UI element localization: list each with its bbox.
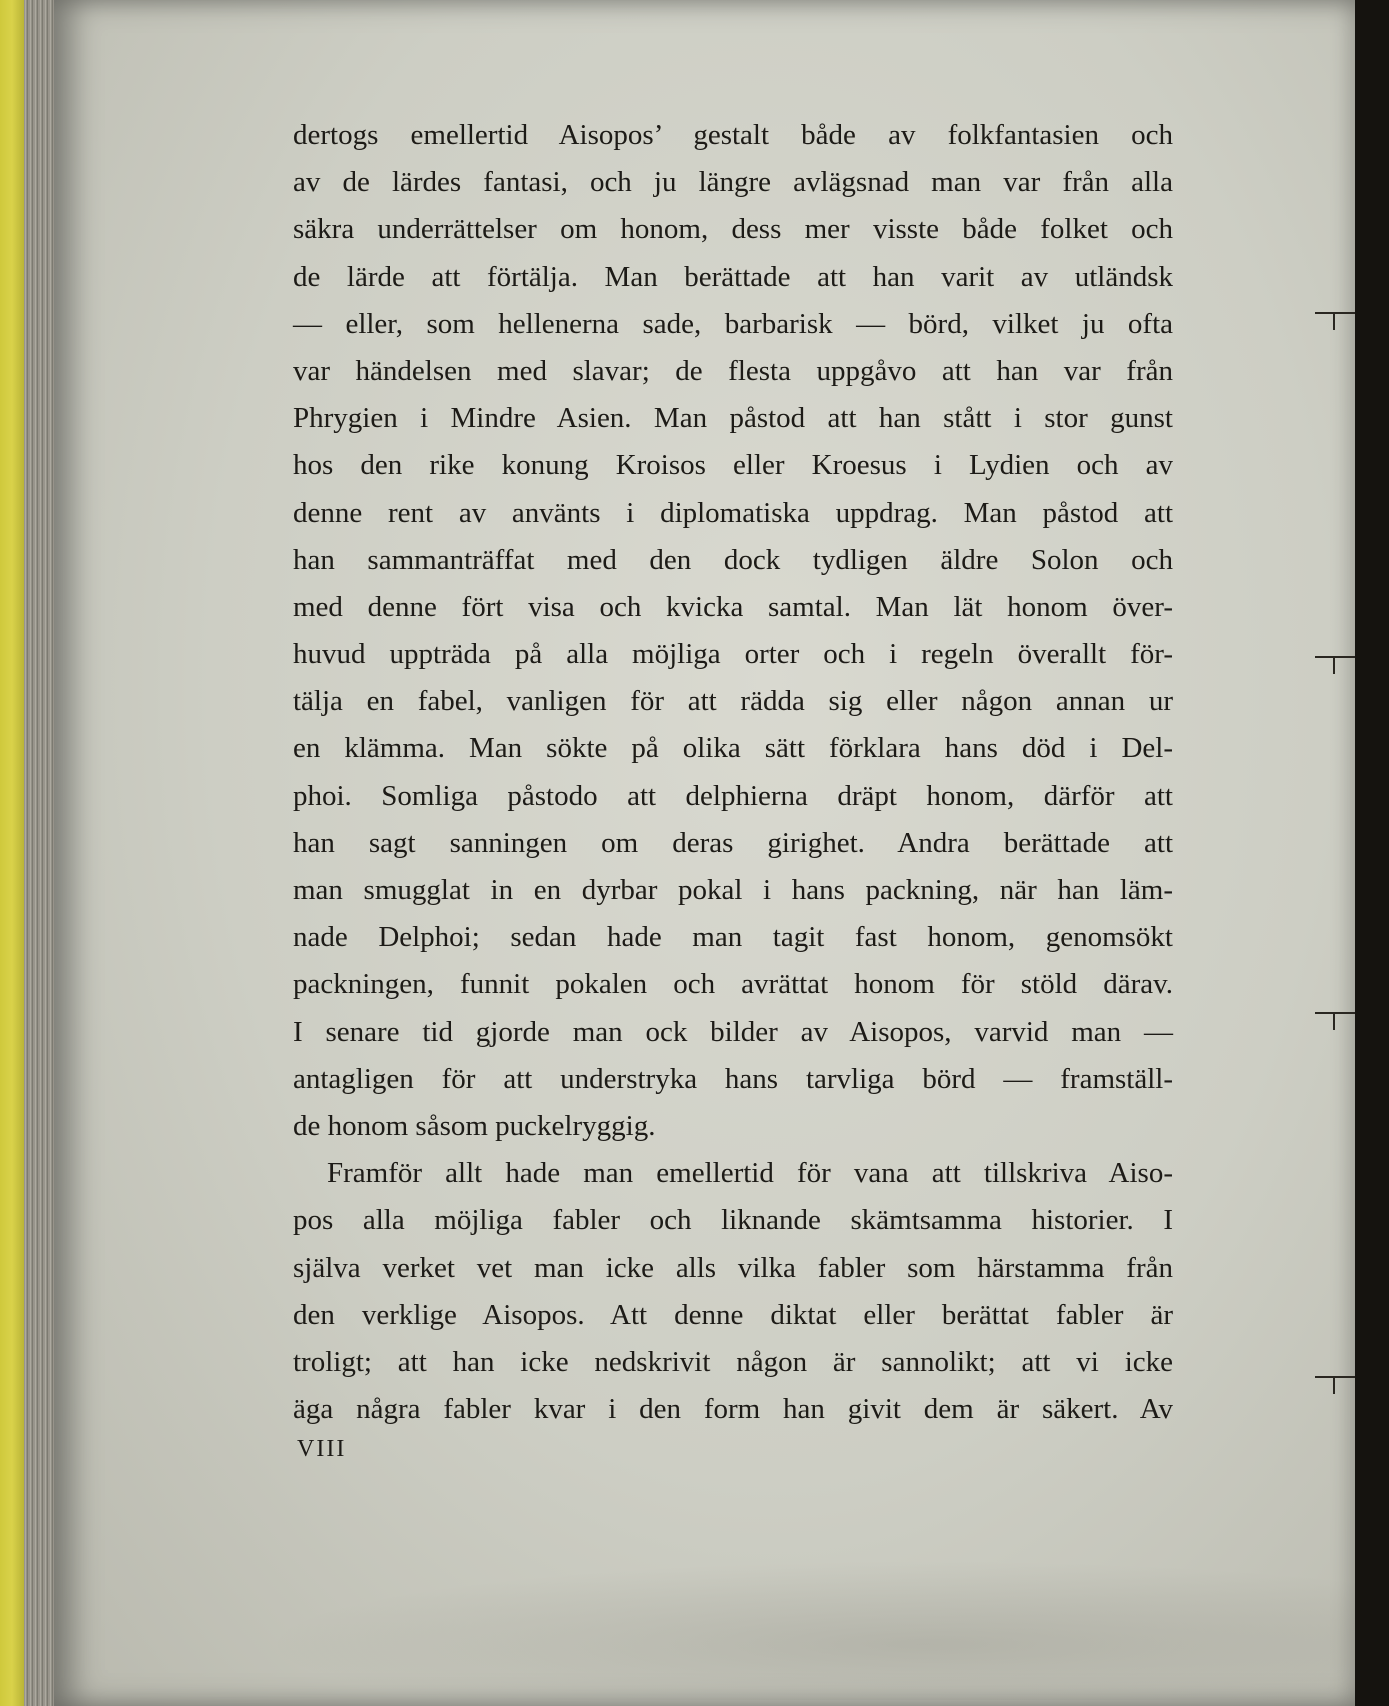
text-line: tälja en fabel, vanligen för att rädda sig eller någon annan ur [293, 685, 1173, 718]
book-spine-edge [0, 0, 24, 1706]
text-line: antagligen för att understryka hans tarvliga börd — framställ- [293, 1062, 1173, 1095]
text-line: dertogs emellertid Aisopos’ gestalt både av folkfantasien och [293, 119, 1173, 151]
text-line: Phrygien i Mindre Asien. Man påstod att han stått i stor gunst [293, 402, 1173, 435]
text-line: huvud uppträda på alla möjliga orter och i regeln överallt för- [293, 638, 1173, 671]
body-text [293, 112, 1173, 1433]
page-number: VIII [297, 1436, 347, 1462]
text-line: Framför allt hade man emellertid för vana att tillskriva Aiso- [327, 1157, 1173, 1190]
text-line: nade Delphoi; sedan hade man tagit fast honom, genomsökt [293, 921, 1173, 954]
binding-stitch-mark [1315, 1012, 1355, 1014]
text-line: — eller, som hellenerna sade, barbarisk — börd, vilket ju ofta [293, 307, 1173, 340]
right-dark-background [1355, 0, 1389, 1706]
page-stack-edges [24, 0, 58, 1706]
text-line: han sagt sanningen om deras girighet. Andra berättade att [293, 826, 1173, 859]
text-line: med denne fört visa och kvicka samtal. Man lät honom över- [293, 590, 1173, 623]
paragraph-2 [293, 1150, 1173, 1433]
text-line: pos alla möjliga fabler och liknande skämtsamma historier. I [293, 1204, 1173, 1237]
text-line: denne rent av använts i diplomatiska uppdrag. Man påstod att [293, 496, 1173, 529]
text-line: de honom såsom puckelryggig. [293, 1109, 656, 1142]
text-line: man smugglat in en dyrbar pokal i hans packning, när han läm- [293, 874, 1173, 906]
text-line: de lärde att förtälja. Man berättade att han varit av utländsk [293, 260, 1173, 293]
text-line: han sammanträffat med den dock tydligen äldre Solon och [293, 543, 1173, 576]
text-line: I senare tid gjorde man ock bilder av Aisopos, varvid man — [293, 1015, 1173, 1048]
paragraph-1 [293, 112, 1173, 1150]
text-line: äga några fabler kvar i den form han givit dem är säkert. Av [293, 1393, 1173, 1426]
text-line: den verklige Aisopos. Att denne diktat eller berättat fabler är [293, 1298, 1173, 1331]
page-stain [264, 1560, 1364, 1700]
text-line: var händelsen med slavar; de flesta uppgåvo att han var från [293, 354, 1173, 387]
binding-stitch-mark [1315, 312, 1355, 314]
binding-stitch-mark [1315, 656, 1355, 658]
text-line: av de lärdes fantasi, och ju längre avlägsnad man var från alla [293, 166, 1173, 199]
text-line: en klämma. Man sökte på olika sätt förklara hans död i Del- [293, 732, 1173, 765]
text-line: säkra underrättelser om honom, dess mer visste både folket och [293, 213, 1173, 246]
text-line: troligt; att han icke nedskrivit någon är sannolikt; att vi icke [293, 1345, 1173, 1378]
text-line: packningen, funnit pokalen och avrättat honom för stöld därav. [293, 968, 1173, 1001]
text-line: phoi. Somliga påstodo att delphierna dräpt honom, därför att [293, 779, 1173, 812]
text-line: själva verket vet man icke alls vilka fabler som härstamma från [293, 1251, 1173, 1284]
text-line: hos den rike konung Kroisos eller Kroesus i Lydien och av [293, 449, 1173, 482]
binding-stitch-mark [1315, 1376, 1355, 1378]
